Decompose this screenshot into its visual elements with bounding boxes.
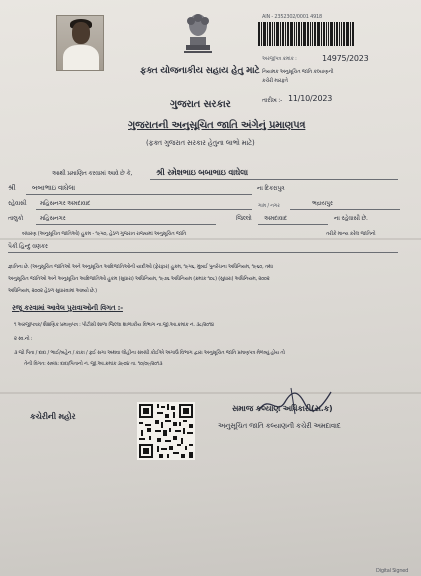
caste-underline (8, 252, 398, 253)
taluka-name: મહિસનગર (40, 215, 66, 222)
issuing-note-line1: નિયામક અનુસૂચિત જાતિ કલ્યાણની (262, 69, 334, 75)
legal-paragraph-line2: અનુસૂચિત જાતિઓ અને અનુસૂચિત આદિજાતિઓ હુકમ (સુધારા) અધિનિયમ, ૧૯૭૬ અધિનિયમ (ક્રમાંક ૧૦૮) (સુધારા) અધિનિયમ, ૨૦૦૨ (8, 276, 270, 282)
barcode-text: AIN - 2352302/0001 4918 (262, 14, 323, 20)
constitution-order-text: બંધારણ (અનુસૂચિત જાતિઓ) હુકમ - ૧૯૫૦, હેઠળ ગુજરાત રાજ્યમાં અનુસૂચિત જાતિ (22, 231, 187, 237)
document-item-3: ૩ જો પિતા / દાદા / ભાઈ/બહેન / કાકા / ફઈ સગા અથવા લોહીના સંબંધી કોઈએ અગાઉ વિભાગ દ્વારા અનુસૂચિત જાતિ પ્રમાણપત્ર મેળવ્યું હોય તો (14, 350, 285, 356)
taluka-label: તાલુકો (8, 215, 24, 222)
district-label: જિલ્લો (236, 215, 252, 222)
certify-text: આથી પ્રમાણિત કરવામાં આવે છે કે, (52, 170, 133, 177)
document-item-3-detail: તેની વિગત: સબંધ: દાદા/પિતાનો નં. જી.આ.ક્રમાંક ૩૯૦૪ તા. ૧૦/૦૯/૨૦૧૩ (24, 361, 163, 367)
application-label: અરજીપત્ર ક્રમાંક : (262, 56, 297, 62)
holder-name: શ્રી રમેશભાઇ બબાભાઇ વાઘેલા (156, 168, 248, 177)
officer-title: સમાજ કલ્યાણ અધિકારી(સ.ક) (232, 404, 333, 413)
recognized-caste-text: તરીકે માન્ય કરેલ જાતિનો (326, 231, 376, 237)
holder-name-underline (150, 179, 398, 180)
barcode (258, 22, 374, 46)
son-of-text: ના દિકરાપુત્ર (257, 185, 285, 192)
issue-date: 11/10/2023 (288, 94, 333, 103)
taluka-underline (36, 224, 216, 225)
documents-heading: રજૂ કરવામાં આવેલ પુરાવાઓની વિગત :- (12, 304, 123, 312)
applicant-photo (56, 15, 104, 71)
document-item-1: ૧ અરજીપત્રક/ શૈક્ષણિક પ્રમાણપત્ર : પીટીસી શાળા જિલ્લા શાળાકીય વિભાગ ના.જી.આ.ક્રમાંક નં. ૩૮/૨૦૧૪ (14, 322, 215, 328)
government-title: ગુજરાત સરકાર (170, 99, 231, 110)
legal-paragraph-line3: અધિનિયમ, ૨૦૦૨ હેઠળ સુધારવામાં આવ્યો છે.) (8, 288, 97, 294)
father-name: બબાભાઇ વાઘેલા (32, 184, 76, 192)
state-emblem-icon (178, 9, 218, 55)
district-name: અમદાવાદ (264, 215, 287, 222)
corner-mark: Digital Signed (376, 568, 409, 574)
father-label: શ્રી (8, 184, 16, 192)
certificate-subtitle: (ફક્ત ગુજરાત સરકાર હેતુના લાભો માટે) (146, 139, 255, 147)
paper-fold (0, 238, 421, 240)
legal-paragraph-line1: જ્ઞાતિના છે. (અનુસૂચિત જાતિઓ અને અનુસૂચિત આદિજાતિઓની યાદીઓ (ફેરફાર) હુકમ, ૧૯૫૬, મુંબઈ પુનર્રચના અધિનિયમ, ૧૯૬૦, તથા (8, 264, 273, 270)
date-label: તારીખ :- (262, 97, 283, 104)
village-underline (290, 209, 400, 210)
document-item-2: ૨ સ્વ.નો : (14, 336, 33, 342)
address-underline (36, 209, 252, 210)
scheme-purpose-line: ફક્ત યોજનાકીય સહાય હેતુ માટે (140, 66, 260, 76)
village-label: ગામ / નગર (258, 203, 280, 209)
father-underline (26, 194, 252, 195)
office-seal-label: કચેરીની મહોર (30, 412, 76, 421)
issuing-note-line2: કચેરી મારફતે (262, 78, 288, 84)
village-name: ભદ્રાયપુર (312, 200, 333, 207)
district-underline (258, 224, 328, 225)
application-number: 14975/2023 (322, 54, 369, 63)
resident-suffix: ના રહેવાસી છે. (334, 215, 368, 222)
qr-code-icon (137, 402, 195, 460)
resident-address: મહિસનગર અમદાવાદ (40, 200, 91, 207)
paper-fold (0, 392, 421, 394)
certificate-title: ગુજરાતની અનુસૂચિત જાતિ અંગેનું પ્રમાણપત્ર (128, 120, 306, 131)
officer-office: અનુસૂચિત જાતિ કલ્યાણની કચેરી અમદાવાદ (218, 422, 341, 430)
resident-label: રહેવાસી (8, 200, 27, 207)
caste-name: પૈકી હિન્દુ વણકર (8, 243, 48, 250)
